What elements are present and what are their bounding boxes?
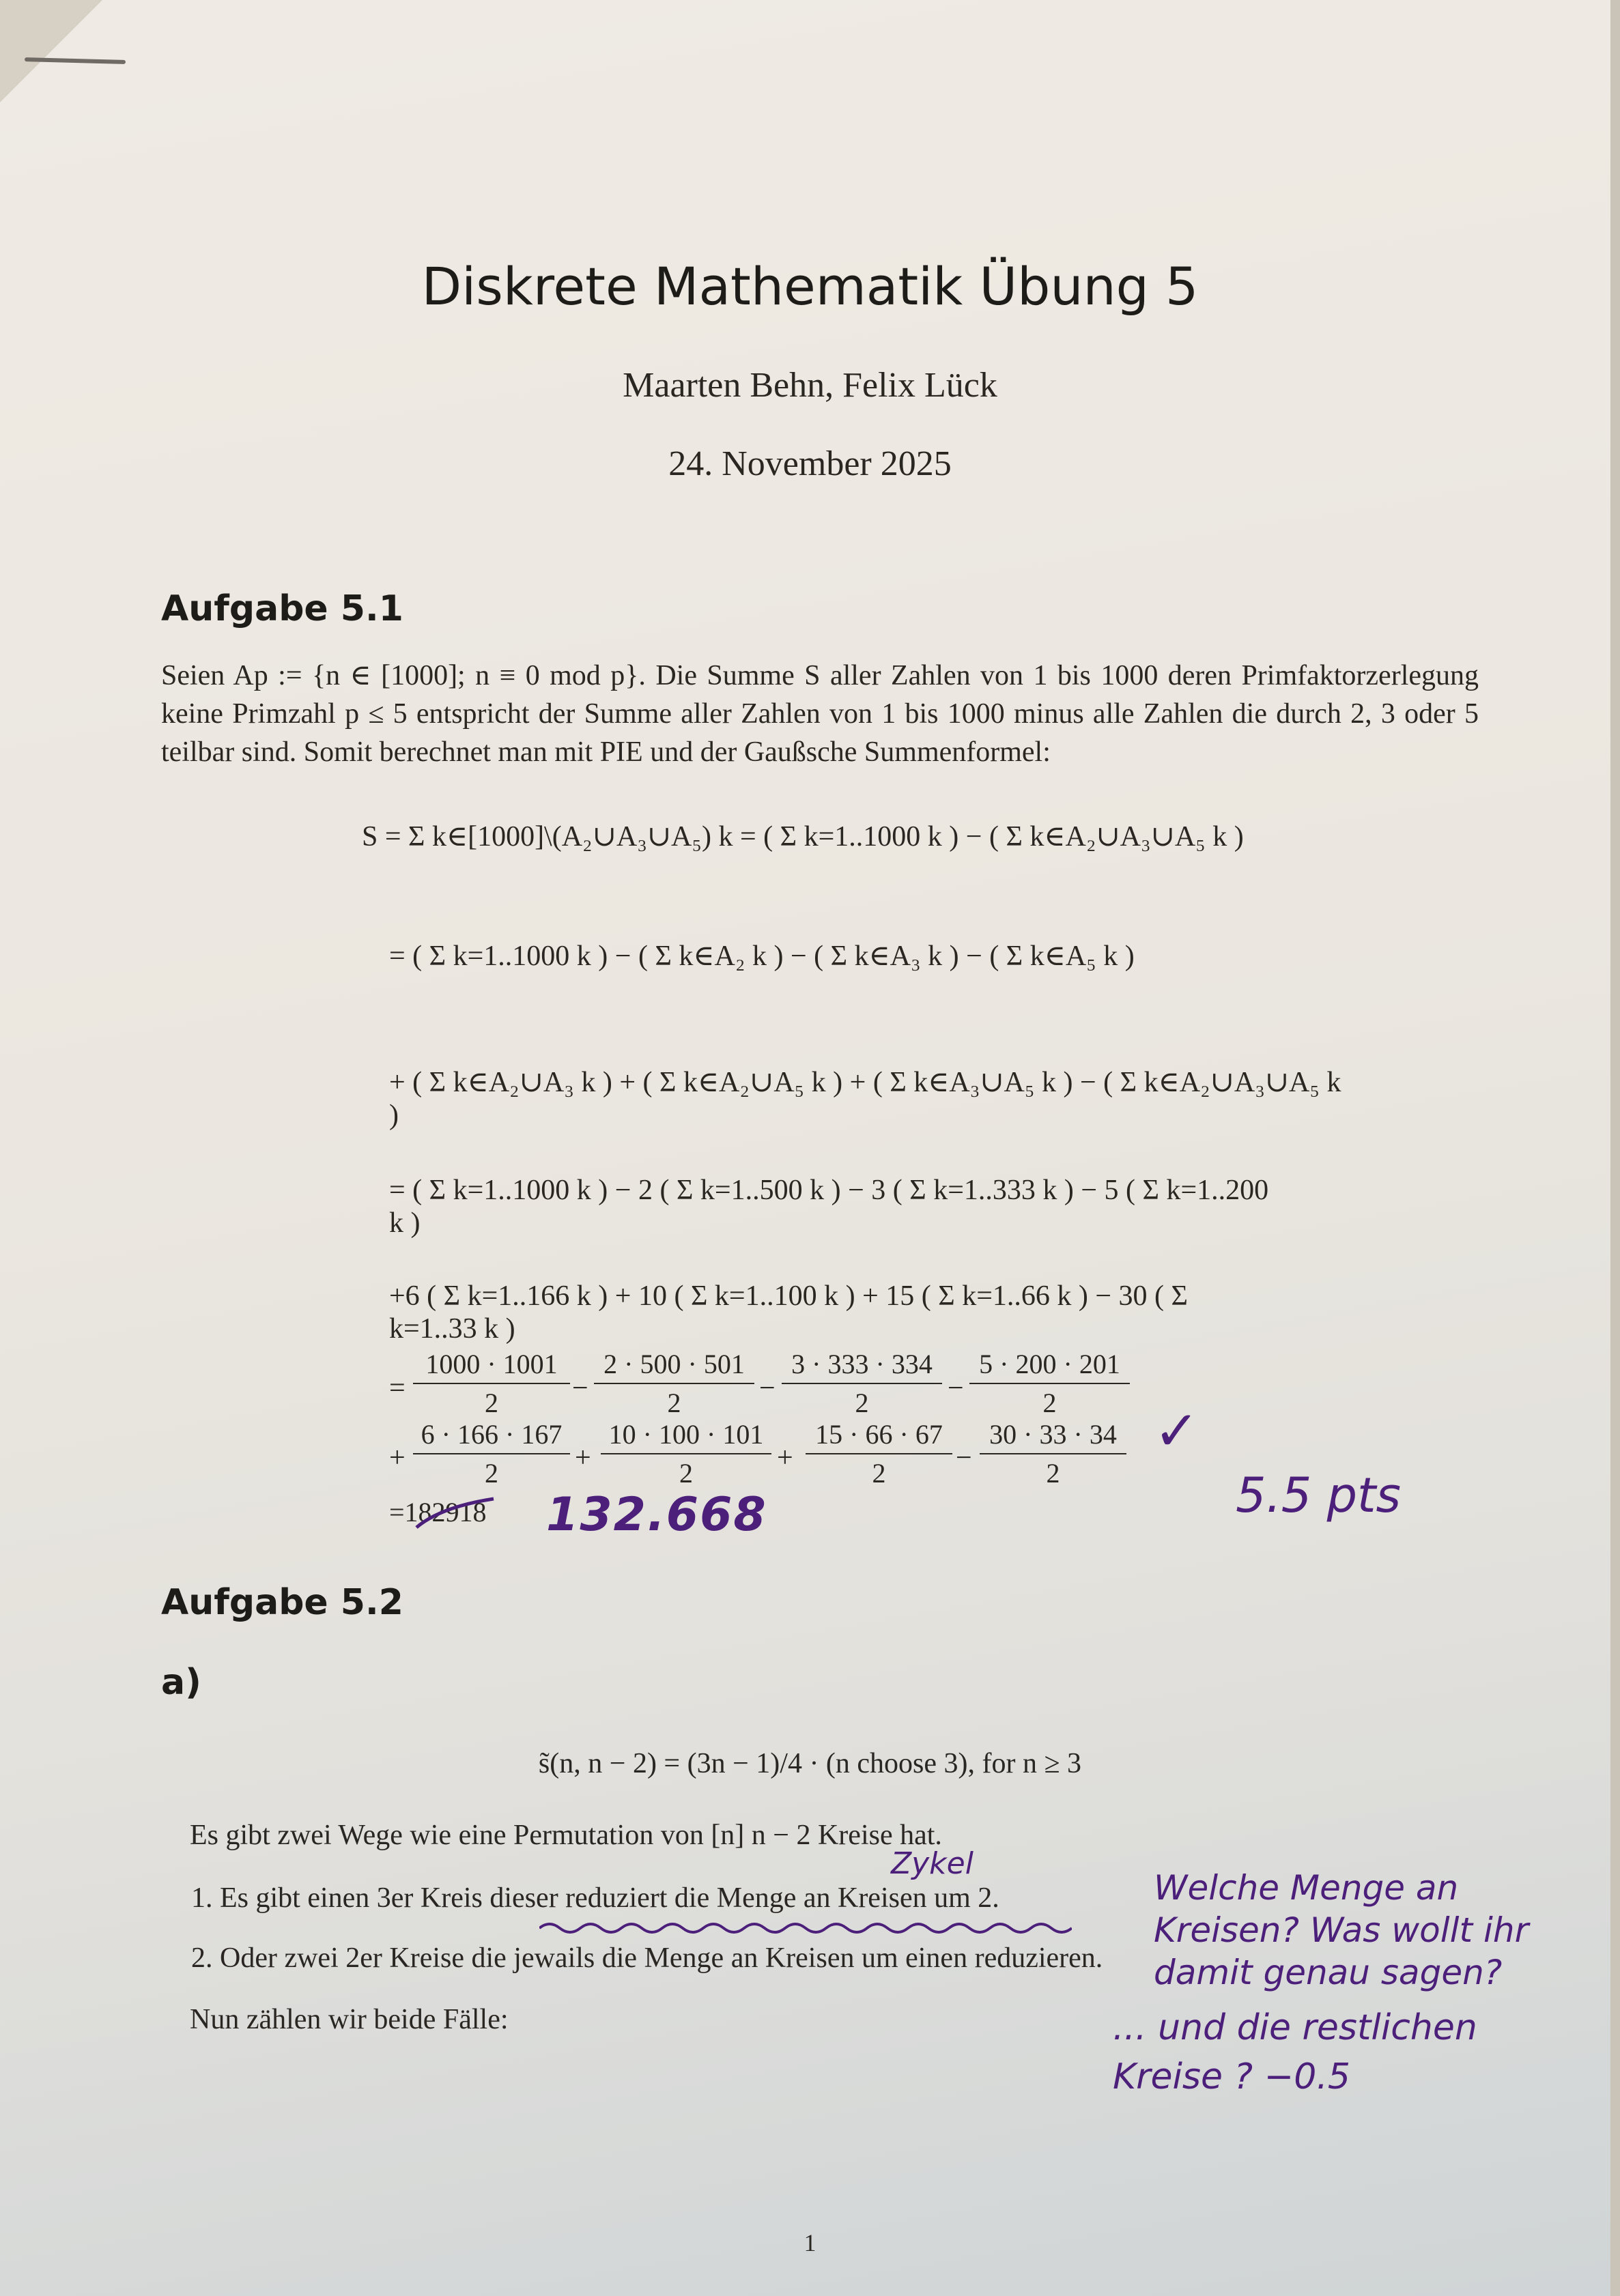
fraction-numerator: 3 · 333 · 334 xyxy=(782,1348,942,1384)
fraction xyxy=(594,1348,754,1419)
handwritten-comment: ... und die restlichen Kreise ? −0.5 xyxy=(1113,2007,1477,2097)
fraction xyxy=(601,1418,771,1489)
handwritten-correction: Zykel xyxy=(891,1846,974,1881)
fraction xyxy=(806,1418,952,1489)
list-item: 2. Oder zwei 2er Kreise die jewails die Menge an Kreisen um einen reduzieren. xyxy=(191,1942,1103,1974)
task2-intro: Es gibt zwei Wege wie eine Permutation von [n] n − 2 Kreise hat. xyxy=(190,1820,942,1851)
fraction xyxy=(969,1348,1130,1419)
frac-sign: + xyxy=(389,1442,406,1474)
frac-sign: − xyxy=(572,1373,588,1404)
fraction xyxy=(413,1348,570,1419)
fraction-denominator: 2 xyxy=(855,1388,869,1418)
document-title: Diskrete Mathematik Übung 5 xyxy=(421,256,1199,317)
document-date: 24. November 2025 xyxy=(668,444,952,483)
fraction-numerator: 5 · 200 · 201 xyxy=(969,1348,1130,1384)
fraction xyxy=(782,1348,942,1419)
fraction xyxy=(413,1418,570,1489)
fraction-denominator: 2 xyxy=(1042,1388,1057,1418)
equation-line-1: S = Σ k∈[1000]\(A₂∪A₃∪A₅) k = ( Σ k=1..1000 k ) − ( Σ k∈A₂∪A₃∪A₅ k ) xyxy=(362,821,1244,852)
handwritten-result: 132.668 xyxy=(546,1488,767,1542)
frac-sign: = xyxy=(389,1373,406,1404)
fraction-numerator: 15 · 66 · 67 xyxy=(806,1418,952,1454)
task2-heading: Aufgabe 5.2 xyxy=(161,1582,403,1623)
document-authors: Maarten Behn, Felix Lück xyxy=(623,366,997,405)
equation-line-2: = ( Σ k=1..1000 k ) − ( Σ k∈A₂ k ) − ( Σ k∈A₃ k ) − ( Σ k∈A₅ k ) xyxy=(389,941,1135,972)
fraction-denominator: 2 xyxy=(872,1458,886,1489)
fraction-numerator: 30 · 33 · 34 xyxy=(980,1418,1126,1454)
handwritten-comment: Welche Menge an Kreisen? Was wollt ihr damit genau sagen? xyxy=(1154,1868,1529,1992)
frac-sign: − xyxy=(759,1373,776,1404)
fraction-denominator: 2 xyxy=(485,1458,498,1489)
grade-points: 5.5 pts xyxy=(1236,1467,1401,1523)
folded-corner xyxy=(0,0,102,102)
frac-sign: − xyxy=(948,1373,964,1404)
fraction-denominator: 2 xyxy=(667,1388,681,1418)
fraction-denominator: 2 xyxy=(1046,1458,1060,1489)
frac-sign: − xyxy=(956,1442,972,1474)
task1-heading: Aufgabe 5.1 xyxy=(161,588,403,629)
strikethrough-mark xyxy=(413,1493,498,1534)
frac-sign: + xyxy=(777,1442,793,1474)
printed-result: =182918 xyxy=(389,1497,487,1527)
fraction-numerator: 1000 · 1001 xyxy=(413,1348,570,1384)
fraction-numerator: 10 · 100 · 101 xyxy=(601,1418,771,1454)
fraction-numerator: 2 · 500 · 501 xyxy=(594,1348,754,1384)
equation-line-4: = ( Σ k=1..1000 k ) − 2 ( Σ k=1..500 k ) − 3 ( Σ k=1..333 k ) − 5 ( Σ k=1..200 k ) xyxy=(389,1175,1269,1239)
equation-line-5: +6 ( Σ k=1..166 k ) + 10 ( Σ k=1..100 k ) + 15 ( Σ k=1..66 k ) − 30 ( Σ k=1..33 k ) xyxy=(389,1280,1188,1345)
fraction-denominator: 2 xyxy=(485,1388,498,1418)
frac-sign: + xyxy=(575,1442,591,1474)
task2-subheading: a) xyxy=(161,1662,201,1703)
list-item: 1. Es gibt einen 3er Kreis dieser reduziert die Menge an Kreisen um 2. xyxy=(191,1882,999,1914)
page-number: 1 xyxy=(804,2229,816,2256)
equation-line-3: + ( Σ k∈A₂∪A₃ k ) + ( Σ k∈A₂∪A₅ k ) + ( Σ k∈A₃∪A₅ k ) − ( Σ k∈A₂∪A₃∪A₅ k ) xyxy=(389,1067,1341,1131)
fraction-denominator: 2 xyxy=(679,1458,693,1489)
page-edge xyxy=(1610,0,1620,2296)
task1-paragraph: Seien Ap := {n ∈ [1000]; n ≡ 0 mod p}. Die Summe S aller Zahlen von 1 bis 1000 deren Primfaktorzerlegung keine Primzahl p ≤ 5 entspricht der Summe aller Zahlen von 1 bis 1000 minus alle Zahlen die durch 2, 3 oder 5 teilbar sind. Somit berechnet man mit PIE und der Gaußsche Summenformel: xyxy=(161,660,1479,768)
task2-outro: Nun zählen wir beide Fälle: xyxy=(190,2004,509,2035)
wavy-underline xyxy=(539,1918,1072,1938)
fraction-numerator: 6 · 166 · 167 xyxy=(413,1418,570,1454)
check-mark: ✓ xyxy=(1154,1399,1200,1463)
fraction xyxy=(980,1418,1126,1489)
stirling-formula: s̃(n, n − 2) = (3n − 1)/4 · (n choose 3), for n ≥ 3 xyxy=(538,1748,1082,1779)
